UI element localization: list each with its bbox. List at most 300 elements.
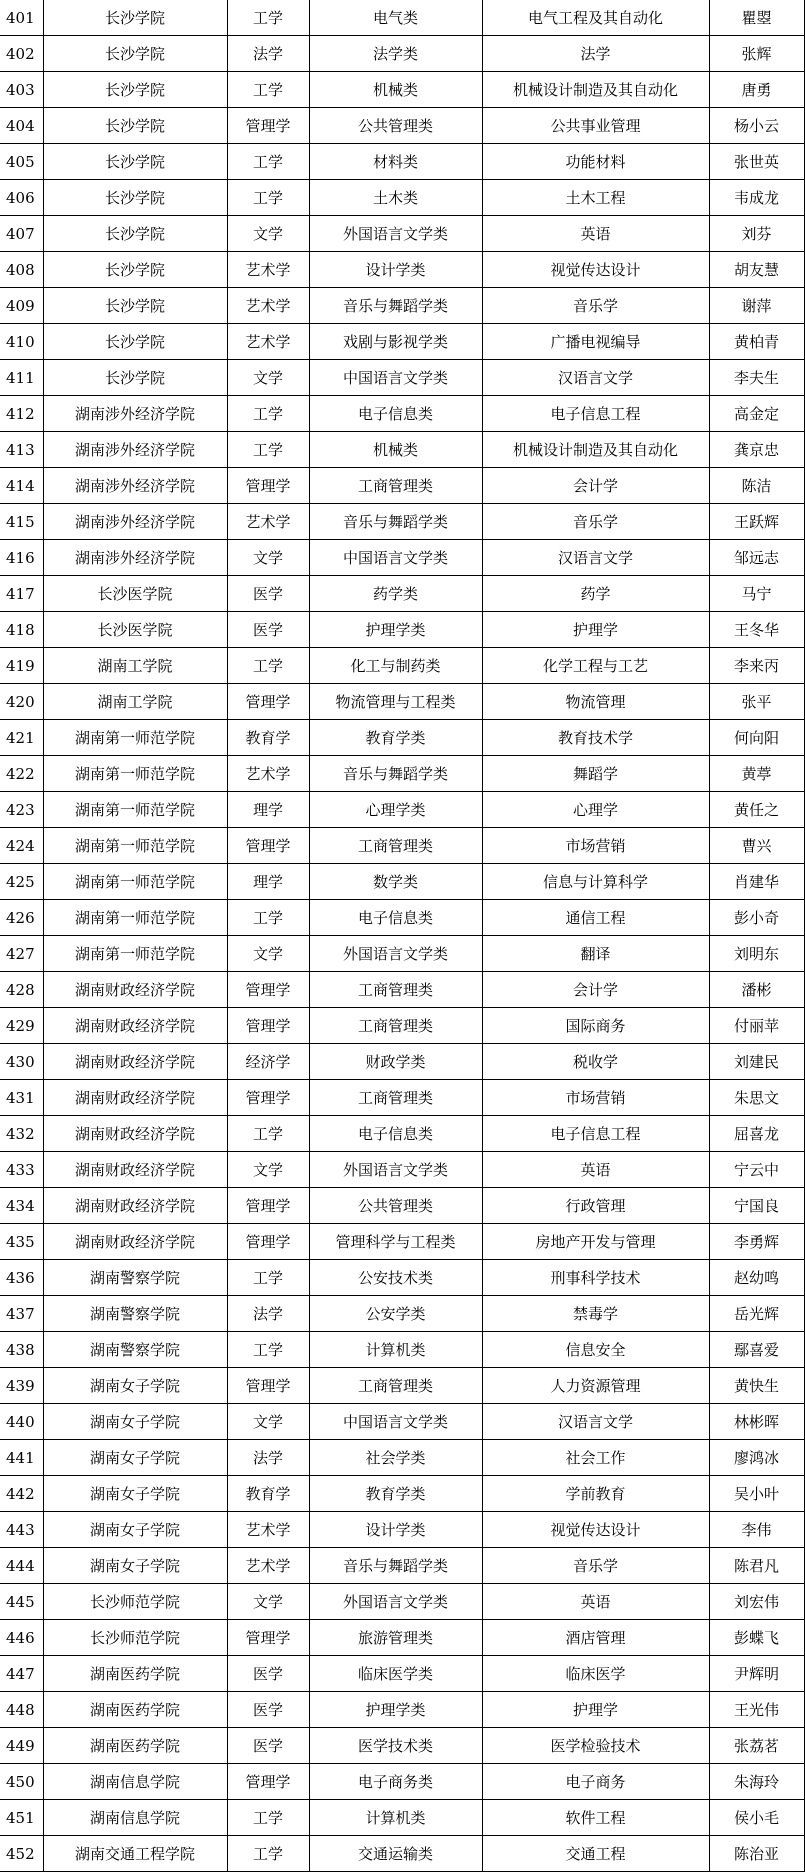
discipline-cell: 管理学	[227, 972, 309, 1008]
table-row	[0, 1116, 804, 1152]
institution-cell: 湖南女子学院	[43, 1440, 227, 1476]
discipline-cell: 管理学	[227, 108, 309, 144]
major-cell: 广播电视编导	[482, 324, 709, 360]
discipline-cell: 文学	[227, 1584, 309, 1620]
major-cell: 护理学	[482, 1692, 709, 1728]
name-cell: 肖建华	[709, 864, 804, 900]
name-cell: 林彬晖	[709, 1404, 804, 1440]
name-cell: 黄葶	[709, 756, 804, 792]
discipline-cell: 工学	[227, 1332, 309, 1368]
major-cell: 教育技术学	[482, 720, 709, 756]
major-category-cell: 数学类	[309, 864, 482, 900]
discipline-cell: 艺术学	[227, 1512, 309, 1548]
discipline-cell: 法学	[227, 1440, 309, 1476]
institution-cell: 湖南工学院	[43, 684, 227, 720]
name-cell: 陈君凡	[709, 1548, 804, 1584]
institution-cell: 湖南工学院	[43, 648, 227, 684]
discipline-cell: 文学	[227, 936, 309, 972]
discipline-cell: 文学	[227, 540, 309, 576]
table-row	[0, 648, 804, 684]
major-category-cell: 外国语言文学类	[309, 216, 482, 252]
major-cell: 临床医学	[482, 1656, 709, 1692]
name-cell: 刘建民	[709, 1044, 804, 1080]
major-cell: 音乐学	[482, 504, 709, 540]
table-row	[0, 252, 804, 288]
discipline-cell: 工学	[227, 432, 309, 468]
table-row	[0, 1548, 804, 1584]
name-cell: 李勇辉	[709, 1224, 804, 1260]
major-category-cell: 音乐与舞蹈学类	[309, 288, 482, 324]
table-row	[0, 1188, 804, 1224]
major-cell: 信息与计算科学	[482, 864, 709, 900]
discipline-cell: 经济学	[227, 1044, 309, 1080]
major-cell: 信息安全	[482, 1332, 709, 1368]
table-row	[0, 1404, 804, 1440]
row-number-cell: 415	[0, 504, 43, 540]
major-cell: 医学检验技术	[482, 1728, 709, 1764]
institution-cell: 湖南女子学院	[43, 1476, 227, 1512]
major-category-cell: 公共管理类	[309, 1188, 482, 1224]
major-category-cell: 计算机类	[309, 1332, 482, 1368]
row-number-cell: 427	[0, 936, 43, 972]
name-cell: 刘明东	[709, 936, 804, 972]
table-row	[0, 720, 804, 756]
table-row	[0, 396, 804, 432]
major-cell: 药学	[482, 576, 709, 612]
institution-cell: 长沙学院	[43, 288, 227, 324]
major-cell: 会计学	[482, 468, 709, 504]
institution-cell: 湖南第一师范学院	[43, 720, 227, 756]
row-number-cell: 445	[0, 1584, 43, 1620]
name-cell: 黄任之	[709, 792, 804, 828]
name-cell: 鄢喜爱	[709, 1332, 804, 1368]
discipline-cell: 管理学	[227, 1008, 309, 1044]
institution-cell: 湖南第一师范学院	[43, 936, 227, 972]
name-cell: 廖鸿冰	[709, 1440, 804, 1476]
name-cell: 王跃辉	[709, 504, 804, 540]
name-cell: 侯小毛	[709, 1800, 804, 1836]
major-category-cell: 财政学类	[309, 1044, 482, 1080]
table-row	[0, 1044, 804, 1080]
major-cell: 公共事业管理	[482, 108, 709, 144]
discipline-cell: 工学	[227, 900, 309, 936]
major-cell: 电子信息工程	[482, 396, 709, 432]
major-category-cell: 外国语言文学类	[309, 1152, 482, 1188]
table-row	[0, 792, 804, 828]
row-number-cell: 405	[0, 144, 43, 180]
name-cell: 赵幼鸣	[709, 1260, 804, 1296]
institution-cell: 长沙学院	[43, 144, 227, 180]
major-cell: 人力资源管理	[482, 1368, 709, 1404]
discipline-cell: 工学	[227, 648, 309, 684]
discipline-cell: 工学	[227, 0, 309, 36]
major-category-cell: 机械类	[309, 72, 482, 108]
institution-cell: 湖南第一师范学院	[43, 792, 227, 828]
major-category-cell: 计算机类	[309, 1800, 482, 1836]
major-cell: 电气工程及其自动化	[482, 0, 709, 36]
major-cell: 行政管理	[482, 1188, 709, 1224]
name-cell: 朱思文	[709, 1080, 804, 1116]
table-row	[0, 1512, 804, 1548]
discipline-cell: 艺术学	[227, 324, 309, 360]
major-category-cell: 外国语言文学类	[309, 936, 482, 972]
major-cell: 电子信息工程	[482, 1116, 709, 1152]
row-number-cell: 413	[0, 432, 43, 468]
institution-cell: 湖南医药学院	[43, 1692, 227, 1728]
discipline-cell: 工学	[227, 1116, 309, 1152]
row-number-cell: 421	[0, 720, 43, 756]
row-number-cell: 407	[0, 216, 43, 252]
table-row	[0, 1728, 804, 1764]
discipline-cell: 医学	[227, 1728, 309, 1764]
major-cell: 机械设计制造及其自动化	[482, 432, 709, 468]
major-category-cell: 电气类	[309, 0, 482, 36]
major-category-cell: 音乐与舞蹈学类	[309, 504, 482, 540]
row-number-cell: 441	[0, 1440, 43, 1476]
name-cell: 杨小云	[709, 108, 804, 144]
institution-cell: 湖南女子学院	[43, 1512, 227, 1548]
discipline-cell: 管理学	[227, 684, 309, 720]
institution-cell: 湖南财政经济学院	[43, 1188, 227, 1224]
institution-cell: 湖南涉外经济学院	[43, 396, 227, 432]
major-category-cell: 临床医学类	[309, 1656, 482, 1692]
major-category-cell: 旅游管理类	[309, 1620, 482, 1656]
row-number-cell: 406	[0, 180, 43, 216]
row-number-cell: 412	[0, 396, 43, 432]
major-cell: 汉语言文学	[482, 540, 709, 576]
major-category-cell: 材料类	[309, 144, 482, 180]
row-number-cell: 423	[0, 792, 43, 828]
name-cell: 宁国良	[709, 1188, 804, 1224]
major-cell: 会计学	[482, 972, 709, 1008]
discipline-cell: 医学	[227, 576, 309, 612]
major-cell: 法学	[482, 36, 709, 72]
institution-cell: 长沙医学院	[43, 576, 227, 612]
major-cell: 电子商务	[482, 1764, 709, 1800]
row-number-cell: 448	[0, 1692, 43, 1728]
major-cell: 舞蹈学	[482, 756, 709, 792]
institution-cell: 长沙学院	[43, 216, 227, 252]
major-category-cell: 电子信息类	[309, 396, 482, 432]
row-number-cell: 417	[0, 576, 43, 612]
discipline-cell: 管理学	[227, 1224, 309, 1260]
row-number-cell: 437	[0, 1296, 43, 1332]
institution-cell: 长沙学院	[43, 72, 227, 108]
major-category-cell: 土木类	[309, 180, 482, 216]
name-cell: 谢萍	[709, 288, 804, 324]
name-cell: 张辉	[709, 36, 804, 72]
row-number-cell: 414	[0, 468, 43, 504]
major-category-cell: 公安学类	[309, 1296, 482, 1332]
row-number-cell: 438	[0, 1332, 43, 1368]
major-cell: 市场营销	[482, 1080, 709, 1116]
table-row	[0, 468, 804, 504]
table-row	[0, 612, 804, 648]
name-cell: 瞿曌	[709, 0, 804, 36]
name-cell: 宁云中	[709, 1152, 804, 1188]
discipline-cell: 医学	[227, 1656, 309, 1692]
major-cell: 音乐学	[482, 288, 709, 324]
major-cell: 汉语言文学	[482, 1404, 709, 1440]
name-cell: 刘宏伟	[709, 1584, 804, 1620]
institution-cell: 湖南财政经济学院	[43, 1224, 227, 1260]
institution-cell: 长沙学院	[43, 0, 227, 36]
name-cell: 尹辉明	[709, 1656, 804, 1692]
discipline-cell: 工学	[227, 1260, 309, 1296]
row-number-cell: 449	[0, 1728, 43, 1764]
major-category-cell: 工商管理类	[309, 828, 482, 864]
major-category-cell: 医学技术类	[309, 1728, 482, 1764]
table-row	[0, 1008, 804, 1044]
name-cell: 彭小奇	[709, 900, 804, 936]
institution-cell: 湖南财政经济学院	[43, 1152, 227, 1188]
row-number-cell: 450	[0, 1764, 43, 1800]
table-row	[0, 324, 804, 360]
major-cell: 心理学	[482, 792, 709, 828]
major-category-cell: 物流管理与工程类	[309, 684, 482, 720]
row-number-cell: 403	[0, 72, 43, 108]
row-number-cell: 426	[0, 900, 43, 936]
institution-cell: 长沙学院	[43, 36, 227, 72]
name-cell: 张荔茗	[709, 1728, 804, 1764]
row-number-cell: 443	[0, 1512, 43, 1548]
table-row	[0, 1620, 804, 1656]
major-cell: 翻译	[482, 936, 709, 972]
institution-cell: 湖南财政经济学院	[43, 1044, 227, 1080]
row-number-cell: 402	[0, 36, 43, 72]
major-cell: 视觉传达设计	[482, 252, 709, 288]
institution-cell: 湖南女子学院	[43, 1368, 227, 1404]
row-number-cell: 429	[0, 1008, 43, 1044]
institution-cell: 湖南第一师范学院	[43, 864, 227, 900]
discipline-cell: 工学	[227, 1836, 309, 1872]
major-category-cell: 教育学类	[309, 1476, 482, 1512]
row-number-cell: 422	[0, 756, 43, 792]
discipline-cell: 工学	[227, 1800, 309, 1836]
major-category-cell: 药学类	[309, 576, 482, 612]
institution-cell: 长沙学院	[43, 252, 227, 288]
name-cell: 屈喜龙	[709, 1116, 804, 1152]
institution-cell: 湖南信息学院	[43, 1764, 227, 1800]
institution-cell: 湖南女子学院	[43, 1404, 227, 1440]
major-cell: 学前教育	[482, 1476, 709, 1512]
discipline-cell: 管理学	[227, 468, 309, 504]
major-category-cell: 心理学类	[309, 792, 482, 828]
institution-cell: 湖南涉外经济学院	[43, 468, 227, 504]
table-row	[0, 684, 804, 720]
table-row	[0, 864, 804, 900]
discipline-cell: 医学	[227, 1692, 309, 1728]
table-row	[0, 1584, 804, 1620]
name-cell: 韦成龙	[709, 180, 804, 216]
name-cell: 陈洁	[709, 468, 804, 504]
table-row	[0, 1656, 804, 1692]
row-number-cell: 446	[0, 1620, 43, 1656]
row-number-cell: 428	[0, 972, 43, 1008]
discipline-cell: 艺术学	[227, 1548, 309, 1584]
table-row	[0, 1152, 804, 1188]
major-category-cell: 电子信息类	[309, 1116, 482, 1152]
row-number-cell: 408	[0, 252, 43, 288]
name-cell: 彭蝶飞	[709, 1620, 804, 1656]
discipline-cell: 工学	[227, 396, 309, 432]
major-cell: 物流管理	[482, 684, 709, 720]
major-category-cell: 工商管理类	[309, 468, 482, 504]
row-number-cell: 409	[0, 288, 43, 324]
major-category-cell: 公共管理类	[309, 108, 482, 144]
institution-cell: 湖南财政经济学院	[43, 1116, 227, 1152]
table-row	[0, 1260, 804, 1296]
discipline-cell: 艺术学	[227, 252, 309, 288]
institution-cell: 湖南财政经济学院	[43, 1008, 227, 1044]
row-number-cell: 404	[0, 108, 43, 144]
institution-cell: 湖南财政经济学院	[43, 972, 227, 1008]
major-category-cell: 电子信息类	[309, 900, 482, 936]
discipline-cell: 艺术学	[227, 756, 309, 792]
row-number-cell: 440	[0, 1404, 43, 1440]
major-category-cell: 设计学类	[309, 1512, 482, 1548]
table-row	[0, 1224, 804, 1260]
row-number-cell: 451	[0, 1800, 43, 1836]
discipline-cell: 文学	[227, 360, 309, 396]
major-category-cell: 机械类	[309, 432, 482, 468]
discipline-cell: 管理学	[227, 1080, 309, 1116]
discipline-cell: 法学	[227, 1296, 309, 1332]
name-cell: 李伟	[709, 1512, 804, 1548]
table-row	[0, 1764, 804, 1800]
institution-cell: 湖南医药学院	[43, 1656, 227, 1692]
table-row	[0, 180, 804, 216]
row-number-cell: 433	[0, 1152, 43, 1188]
table-row	[0, 1692, 804, 1728]
institution-cell: 湖南第一师范学院	[43, 756, 227, 792]
table-row	[0, 756, 804, 792]
major-cell: 化学工程与工艺	[482, 648, 709, 684]
major-cell: 社会工作	[482, 1440, 709, 1476]
row-number-cell: 434	[0, 1188, 43, 1224]
name-cell: 高金定	[709, 396, 804, 432]
major-category-cell: 工商管理类	[309, 1080, 482, 1116]
institution-cell: 长沙学院	[43, 324, 227, 360]
name-cell: 王冬华	[709, 612, 804, 648]
row-number-cell: 431	[0, 1080, 43, 1116]
major-category-cell: 护理学类	[309, 1692, 482, 1728]
table-row	[0, 828, 804, 864]
table-row	[0, 1440, 804, 1476]
major-category-cell: 中国语言文学类	[309, 360, 482, 396]
name-cell: 李来丙	[709, 648, 804, 684]
major-category-cell: 工商管理类	[309, 1008, 482, 1044]
major-cell: 刑事科学技术	[482, 1260, 709, 1296]
major-cell: 机械设计制造及其自动化	[482, 72, 709, 108]
major-category-cell: 外国语言文学类	[309, 1584, 482, 1620]
discipline-cell: 医学	[227, 612, 309, 648]
institution-cell: 湖南财政经济学院	[43, 1080, 227, 1116]
name-cell: 黄柏青	[709, 324, 804, 360]
major-cell: 音乐学	[482, 1548, 709, 1584]
table-row	[0, 72, 804, 108]
table-row	[0, 972, 804, 1008]
table-row	[0, 1800, 804, 1836]
institution-cell: 长沙学院	[43, 180, 227, 216]
institution-cell: 长沙师范学院	[43, 1620, 227, 1656]
table-row	[0, 1080, 804, 1116]
row-number-cell: 416	[0, 540, 43, 576]
row-number-cell: 425	[0, 864, 43, 900]
institution-cell: 长沙师范学院	[43, 1584, 227, 1620]
table-row	[0, 288, 804, 324]
table-row	[0, 0, 804, 36]
discipline-cell: 工学	[227, 72, 309, 108]
discipline-cell: 艺术学	[227, 504, 309, 540]
major-category-cell: 工商管理类	[309, 972, 482, 1008]
institution-cell: 湖南警察学院	[43, 1332, 227, 1368]
table-row	[0, 1476, 804, 1512]
major-category-cell: 交通运输类	[309, 1836, 482, 1872]
major-cell: 市场营销	[482, 828, 709, 864]
institution-cell: 湖南信息学院	[43, 1800, 227, 1836]
major-category-cell: 教育学类	[309, 720, 482, 756]
name-cell: 黄快生	[709, 1368, 804, 1404]
name-cell: 陈治亚	[709, 1836, 804, 1872]
major-category-cell: 化工与制药类	[309, 648, 482, 684]
row-number-cell: 430	[0, 1044, 43, 1080]
table-row	[0, 216, 804, 252]
discipline-cell: 管理学	[227, 1188, 309, 1224]
major-cell: 通信工程	[482, 900, 709, 936]
row-number-cell: 435	[0, 1224, 43, 1260]
table-row	[0, 36, 804, 72]
discipline-cell: 工学	[227, 144, 309, 180]
name-cell: 唐勇	[709, 72, 804, 108]
name-cell: 朱海玲	[709, 1764, 804, 1800]
discipline-cell: 文学	[227, 1152, 309, 1188]
institution-cell: 湖南涉外经济学院	[43, 540, 227, 576]
name-cell: 龚京忠	[709, 432, 804, 468]
table-row	[0, 900, 804, 936]
row-number-cell: 411	[0, 360, 43, 396]
institution-cell: 湖南警察学院	[43, 1296, 227, 1332]
major-category-cell: 音乐与舞蹈学类	[309, 1548, 482, 1584]
name-cell: 付丽苹	[709, 1008, 804, 1044]
row-number-cell: 447	[0, 1656, 43, 1692]
discipline-cell: 文学	[227, 216, 309, 252]
name-cell: 张平	[709, 684, 804, 720]
name-cell: 吴小叶	[709, 1476, 804, 1512]
name-cell: 何向阳	[709, 720, 804, 756]
major-category-cell: 戏剧与影视学类	[309, 324, 482, 360]
name-cell: 岳光辉	[709, 1296, 804, 1332]
major-category-cell: 音乐与舞蹈学类	[309, 756, 482, 792]
name-cell: 曹兴	[709, 828, 804, 864]
major-cell: 国际商务	[482, 1008, 709, 1044]
institution-cell: 湖南第一师范学院	[43, 828, 227, 864]
name-cell: 马宁	[709, 576, 804, 612]
major-cell: 汉语言文学	[482, 360, 709, 396]
table-row	[0, 1332, 804, 1368]
name-cell: 张世英	[709, 144, 804, 180]
table-row	[0, 432, 804, 468]
major-cell: 税收学	[482, 1044, 709, 1080]
institution-cell: 湖南警察学院	[43, 1260, 227, 1296]
name-cell: 胡友慧	[709, 252, 804, 288]
major-category-cell: 管理科学与工程类	[309, 1224, 482, 1260]
row-number-cell: 452	[0, 1836, 43, 1872]
name-cell: 潘彬	[709, 972, 804, 1008]
major-category-cell: 电子商务类	[309, 1764, 482, 1800]
major-category-cell: 设计学类	[309, 252, 482, 288]
discipline-cell: 理学	[227, 792, 309, 828]
